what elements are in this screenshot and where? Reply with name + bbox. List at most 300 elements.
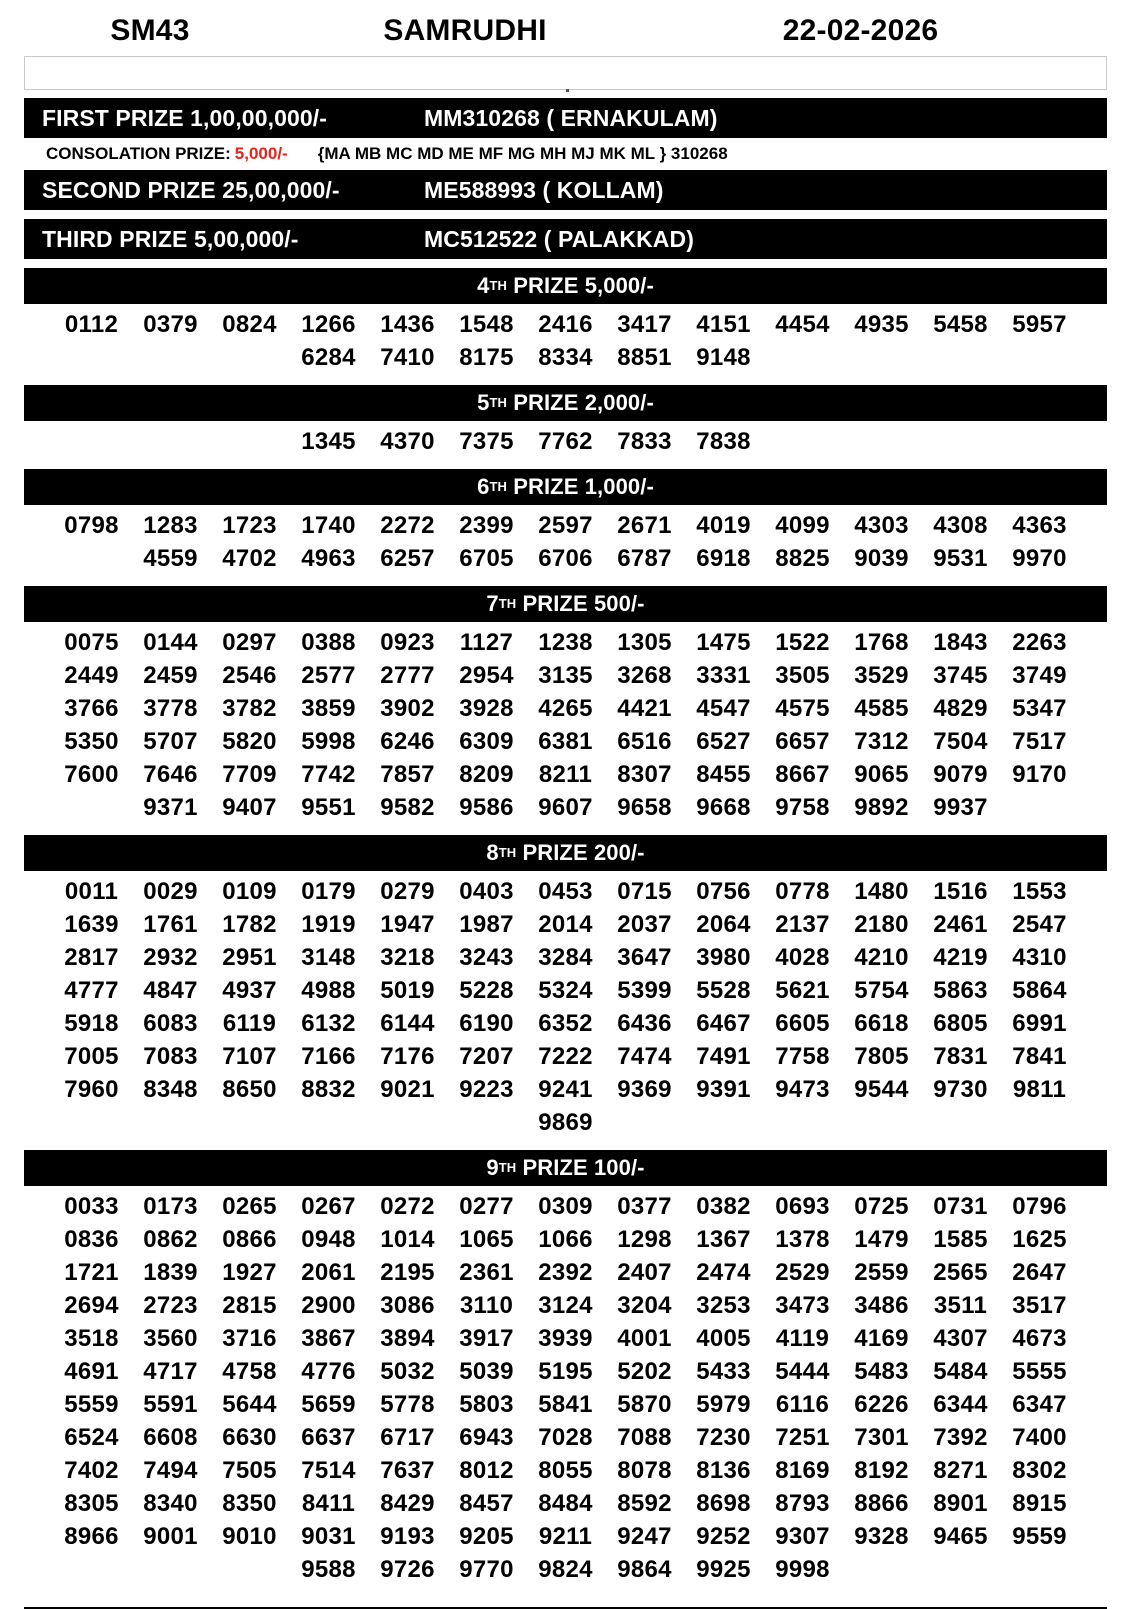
number-cell: 1625 — [1012, 1226, 1067, 1253]
number-cell: 4151 — [696, 311, 751, 338]
number-cell: 0388 — [301, 629, 356, 656]
number-cell: 4308 — [933, 512, 988, 539]
number-cell: 8348 — [143, 1076, 198, 1103]
number-cell: 4169 — [854, 1325, 909, 1352]
number-cell: 3135 — [538, 662, 593, 689]
number-cell: 7400 — [1012, 1424, 1067, 1451]
number-row — [24, 1007, 1107, 1040]
number-cell: 7805 — [854, 1043, 909, 1070]
number-cell: 6516 — [617, 728, 672, 755]
second-prize-bar — [24, 170, 1107, 210]
number-cell: 5484 — [933, 1358, 988, 1385]
lottery-code: SM43 — [110, 14, 190, 47]
number-cell: 7838 — [696, 428, 751, 455]
number-cell: 6083 — [143, 1010, 198, 1037]
number-row — [24, 1106, 1107, 1139]
number-cell: 2399 — [459, 512, 514, 539]
spacer — [0, 376, 1131, 385]
number-cell: 1947 — [380, 911, 435, 938]
number-cell: 1065 — [459, 1226, 514, 1253]
number-cell: 3086 — [380, 1292, 435, 1319]
number-cell: 3778 — [143, 695, 198, 722]
number-cell: 2416 — [538, 311, 593, 338]
number-cell: 5483 — [854, 1358, 909, 1385]
number-cell: 6119 — [222, 1010, 277, 1037]
number-cell: 1298 — [617, 1226, 672, 1253]
number-cell: 5870 — [617, 1391, 672, 1418]
number-cell: 4001 — [617, 1325, 672, 1352]
number-cell: 5528 — [696, 977, 751, 1004]
number-cell: 6943 — [459, 1424, 514, 1451]
number-cell: 1927 — [222, 1259, 277, 1286]
number-cell: 7758 — [775, 1043, 830, 1070]
prize-4-header: 4 TH PRIZE 5,000/- — [24, 268, 1107, 304]
number-cell: 2529 — [775, 1259, 830, 1286]
number-cell: 1768 — [854, 629, 909, 656]
number-cell: 3204 — [617, 1292, 672, 1319]
number-cell: 1014 — [380, 1226, 435, 1253]
number-cell: 5039 — [459, 1358, 514, 1385]
number-cell: 1480 — [854, 878, 909, 905]
number-cell: 9531 — [933, 545, 988, 572]
second-prize-label: SECOND PRIZE 25,00,000/- — [42, 176, 340, 203]
number-cell: 0824 — [222, 311, 277, 338]
number-cell: 7637 — [380, 1457, 435, 1484]
number-cell: 9211 — [538, 1523, 593, 1550]
number-cell: 3749 — [1012, 662, 1067, 689]
lottery-name: SAMRUDHI — [383, 14, 547, 47]
number-cell: 5202 — [617, 1358, 672, 1385]
number-cell: 0862 — [143, 1226, 198, 1253]
prize-4-title: PRIZE 5,000/- — [506, 273, 654, 298]
number-cell: 2954 — [459, 662, 514, 689]
number-cell: 4421 — [617, 695, 672, 722]
number-cell: 0179 — [301, 878, 356, 905]
number-cell: 0144 — [143, 629, 198, 656]
number-cell: 9658 — [617, 794, 672, 821]
number-row — [24, 1421, 1107, 1454]
number-cell: 3518 — [64, 1325, 119, 1352]
prize-6-numbers — [24, 505, 1107, 577]
spacer — [0, 577, 1131, 586]
number-cell: 0923 — [380, 629, 435, 656]
number-cell: 1553 — [1012, 878, 1067, 905]
number-cell: 4265 — [538, 695, 593, 722]
number-cell: 6190 — [459, 1010, 514, 1037]
number-cell: 6705 — [459, 545, 514, 572]
number-cell: 9010 — [222, 1523, 277, 1550]
number-row — [24, 1487, 1107, 1520]
number-cell: 0796 — [1012, 1193, 1067, 1220]
number-cell: 2647 — [1012, 1259, 1067, 1286]
number-cell: 2900 — [301, 1292, 356, 1319]
number-cell: 0798 — [64, 512, 119, 539]
number-cell: 8901 — [933, 1490, 988, 1517]
number-cell: 3980 — [696, 944, 751, 971]
number-cell: 0297 — [222, 629, 277, 656]
number-row — [24, 908, 1107, 941]
number-cell: 8334 — [538, 344, 593, 371]
number-cell: 5399 — [617, 977, 672, 1004]
number-cell: 7762 — [538, 428, 593, 455]
number-cell: 2932 — [143, 944, 198, 971]
number-row — [24, 1388, 1107, 1421]
number-cell: 7841 — [1012, 1043, 1067, 1070]
number-cell: 3766 — [64, 695, 119, 722]
number-cell: 4963 — [301, 545, 356, 572]
number-cell: 4847 — [143, 977, 198, 1004]
number-cell: 6527 — [696, 728, 751, 755]
number-cell: 9241 — [538, 1076, 593, 1103]
number-cell: 0866 — [222, 1226, 277, 1253]
prize-8-title: PRIZE 200/- — [516, 840, 645, 865]
number-cell: 5195 — [538, 1358, 593, 1385]
number-cell: 8175 — [459, 344, 514, 371]
number-cell: 4547 — [696, 695, 751, 722]
number-cell: 1782 — [222, 911, 277, 938]
spacer — [0, 826, 1131, 835]
number-cell: 2263 — [1012, 629, 1067, 656]
number-cell: 3647 — [617, 944, 672, 971]
number-cell: 8192 — [854, 1457, 909, 1484]
prize-8-ordinal: 8 — [486, 840, 499, 865]
number-cell: 1761 — [143, 911, 198, 938]
number-row — [24, 659, 1107, 692]
number-cell: 4935 — [854, 311, 909, 338]
number-cell: 9668 — [696, 794, 751, 821]
number-cell: 0029 — [143, 878, 198, 905]
number-cell: 2951 — [222, 944, 277, 971]
number-cell: 8012 — [459, 1457, 514, 1484]
number-cell: 1522 — [775, 629, 830, 656]
number-cell: 2815 — [222, 1292, 277, 1319]
number-cell: 5820 — [222, 728, 277, 755]
number-cell: 0731 — [933, 1193, 988, 1220]
prize-7-title: PRIZE 500/- — [516, 591, 645, 616]
number-cell: 6618 — [854, 1010, 909, 1037]
number-cell: 9869 — [538, 1109, 593, 1136]
number-cell: 0403 — [459, 878, 514, 905]
prize-5-header: 5 TH PRIZE 2,000/- — [24, 385, 1107, 421]
prize-6-header: 6 TH PRIZE 1,000/- — [24, 469, 1107, 505]
number-cell: 8350 — [222, 1490, 277, 1517]
blank-notice-box — [24, 56, 1107, 90]
number-cell: 6344 — [933, 1391, 988, 1418]
number-cell: 5754 — [854, 977, 909, 1004]
prize-sections — [0, 268, 1131, 1597]
number-cell: 1839 — [143, 1259, 198, 1286]
number-cell: 3902 — [380, 695, 435, 722]
number-cell: 4585 — [854, 695, 909, 722]
number-cell: 1723 — [222, 512, 277, 539]
number-cell: 7474 — [617, 1043, 672, 1070]
number-cell: 3529 — [854, 662, 909, 689]
number-cell: 5644 — [222, 1391, 277, 1418]
prize-8-numbers — [24, 871, 1107, 1141]
number-cell: 6347 — [1012, 1391, 1067, 1418]
number-cell: 6637 — [301, 1424, 356, 1451]
number-row — [24, 1520, 1107, 1553]
number-cell: 7505 — [222, 1457, 277, 1484]
number-cell: 0011 — [64, 878, 119, 905]
number-row — [24, 791, 1107, 824]
number-cell: 7176 — [380, 1043, 435, 1070]
number-cell: 7410 — [380, 344, 435, 371]
number-cell: 9811 — [1012, 1076, 1067, 1103]
number-cell: 6132 — [301, 1010, 356, 1037]
number-cell: 5555 — [1012, 1358, 1067, 1385]
spacer — [0, 1141, 1131, 1150]
prize-7-header: 7 TH PRIZE 500/- — [24, 586, 1107, 622]
number-row — [24, 692, 1107, 725]
prize-7-ordinal: 7 — [486, 591, 499, 616]
number-cell: 6608 — [143, 1424, 198, 1451]
number-cell: 9607 — [538, 794, 593, 821]
number-cell: 8457 — [459, 1490, 514, 1517]
number-cell: 1516 — [933, 878, 988, 905]
number-cell: 9369 — [617, 1076, 672, 1103]
prize-5-title: PRIZE 2,000/- — [506, 390, 654, 415]
number-cell: 7600 — [64, 761, 119, 788]
consolation-label: CONSOLATION PRIZE: — [46, 144, 231, 163]
number-cell: 9170 — [1012, 761, 1067, 788]
number-cell: 6116 — [775, 1391, 830, 1418]
number-cell: 9544 — [854, 1076, 909, 1103]
prize-9-numbers — [24, 1186, 1107, 1588]
number-cell: 6717 — [380, 1424, 435, 1451]
number-cell: 7222 — [538, 1043, 593, 1070]
number-row — [24, 542, 1107, 575]
number-cell: 2546 — [222, 662, 277, 689]
number-cell: 4370 — [380, 428, 435, 455]
number-cell: 9465 — [933, 1523, 988, 1550]
number-cell: 2565 — [933, 1259, 988, 1286]
spacer — [0, 259, 1131, 268]
number-cell: 5998 — [301, 728, 356, 755]
number-cell: 1378 — [775, 1226, 830, 1253]
number-cell: 6436 — [617, 1010, 672, 1037]
number-cell: 0725 — [854, 1193, 909, 1220]
number-cell: 8271 — [933, 1457, 988, 1484]
number-row — [24, 626, 1107, 659]
number-cell: 7517 — [1012, 728, 1067, 755]
number-cell: 8650 — [222, 1076, 277, 1103]
number-cell: 4776 — [301, 1358, 356, 1385]
number-cell: 5841 — [538, 1391, 593, 1418]
number-cell: 9582 — [380, 794, 435, 821]
number-cell: 9407 — [222, 794, 277, 821]
number-cell: 9925 — [696, 1556, 751, 1583]
number-cell: 4575 — [775, 695, 830, 722]
number-cell: 9391 — [696, 1076, 751, 1103]
number-cell: 9559 — [1012, 1523, 1067, 1550]
number-cell: 3782 — [222, 695, 277, 722]
number-cell: 7392 — [933, 1424, 988, 1451]
number-cell: 3716 — [222, 1325, 277, 1352]
number-cell: 0309 — [538, 1193, 593, 1220]
number-cell: 6991 — [1012, 1010, 1067, 1037]
number-cell: 2559 — [854, 1259, 909, 1286]
number-row — [24, 875, 1107, 908]
number-cell: 9371 — [143, 794, 198, 821]
number-cell: 3505 — [775, 662, 830, 689]
number-cell: 7646 — [143, 761, 198, 788]
number-cell: 2777 — [380, 662, 435, 689]
number-cell: 2014 — [538, 911, 593, 938]
number-cell: 3124 — [538, 1292, 593, 1319]
number-cell: 9307 — [775, 1523, 830, 1550]
number-row — [24, 1322, 1107, 1355]
number-row — [24, 1454, 1107, 1487]
number-cell: 6524 — [64, 1424, 119, 1451]
number-cell: 9586 — [459, 794, 514, 821]
number-cell: 8793 — [775, 1490, 830, 1517]
number-cell: 5918 — [64, 1010, 119, 1037]
third-prize-bar — [24, 219, 1107, 259]
number-cell: 0453 — [538, 878, 593, 905]
number-cell: 7514 — [301, 1457, 356, 1484]
number-cell: 0277 — [459, 1193, 514, 1220]
draw-date: 22-02-2026 — [782, 14, 939, 47]
number-cell: 9588 — [301, 1556, 356, 1583]
number-cell: 6246 — [380, 728, 435, 755]
number-cell: 3928 — [459, 695, 514, 722]
prize-4-ordinal: 4 — [477, 273, 490, 298]
prize-6-ordinal: 6 — [477, 474, 490, 499]
number-cell: 3917 — [459, 1325, 514, 1352]
number-cell: 1740 — [301, 512, 356, 539]
number-cell: 2407 — [617, 1259, 672, 1286]
number-cell: 4307 — [933, 1325, 988, 1352]
number-cell: 7402 — [64, 1457, 119, 1484]
number-cell: 8209 — [459, 761, 514, 788]
number-cell: 1066 — [538, 1226, 593, 1253]
number-cell: 9998 — [775, 1556, 830, 1583]
number-cell: 3517 — [1012, 1292, 1067, 1319]
number-row — [24, 1256, 1107, 1289]
number-cell: 2597 — [538, 512, 593, 539]
third-prize-label: THIRD PRIZE 5,00,000/- — [42, 225, 299, 252]
number-cell: 2180 — [854, 911, 909, 938]
number-cell: 7207 — [459, 1043, 514, 1070]
number-cell: 3110 — [459, 1292, 514, 1319]
number-cell: 4363 — [1012, 512, 1067, 539]
number-cell: 3894 — [380, 1325, 435, 1352]
number-cell: 2272 — [380, 512, 435, 539]
number-cell: 4303 — [854, 512, 909, 539]
number-cell: 9551 — [301, 794, 356, 821]
number-cell: 9473 — [775, 1076, 830, 1103]
number-cell: 9079 — [933, 761, 988, 788]
number-cell: 3218 — [380, 944, 435, 971]
number-cell: 3331 — [696, 662, 751, 689]
second-prize-ticket: ME588993 ( KOLLAM) — [424, 176, 664, 203]
number-cell: 0382 — [696, 1193, 751, 1220]
number-cell: 5347 — [1012, 695, 1067, 722]
number-cell: 0112 — [64, 311, 119, 338]
number-cell: 0109 — [222, 878, 277, 905]
number-cell: 2061 — [301, 1259, 356, 1286]
number-cell: 1639 — [64, 911, 119, 938]
number-cell: 4937 — [222, 977, 277, 1004]
number-cell: 2694 — [64, 1292, 119, 1319]
number-cell: 1436 — [380, 311, 435, 338]
number-cell: 6352 — [538, 1010, 593, 1037]
number-cell: 0265 — [222, 1193, 277, 1220]
number-row — [24, 1040, 1107, 1073]
number-cell: 3253 — [696, 1292, 751, 1319]
number-cell: 6309 — [459, 728, 514, 755]
number-cell: 5863 — [933, 977, 988, 1004]
number-cell: 1475 — [696, 629, 751, 656]
number-cell: 5324 — [538, 977, 593, 1004]
number-cell: 7504 — [933, 728, 988, 755]
consolation-amount: 5,000/- — [234, 144, 288, 163]
number-cell: 9892 — [854, 794, 909, 821]
number-cell: 5559 — [64, 1391, 119, 1418]
number-row — [24, 941, 1107, 974]
number-cell: 7742 — [301, 761, 356, 788]
number-cell: 4717 — [143, 1358, 198, 1385]
number-cell: 2474 — [696, 1259, 751, 1286]
prize-9-header: 9 TH PRIZE 100/- — [24, 1150, 1107, 1186]
number-cell: 8429 — [380, 1490, 435, 1517]
number-cell: 6284 — [301, 344, 356, 371]
number-cell: 1585 — [933, 1226, 988, 1253]
number-cell: 2577 — [301, 662, 356, 689]
number-cell: 9223 — [459, 1076, 514, 1103]
number-cell: 9247 — [617, 1523, 672, 1550]
number-cell: 2671 — [617, 512, 672, 539]
spacer — [0, 1588, 1131, 1597]
number-cell: 6381 — [538, 728, 593, 755]
number-cell: 7960 — [64, 1076, 119, 1103]
number-cell: 7028 — [538, 1424, 593, 1451]
number-cell: 6657 — [775, 728, 830, 755]
number-cell: 9730 — [933, 1076, 988, 1103]
number-cell: 1266 — [301, 311, 356, 338]
number-cell: 0279 — [380, 878, 435, 905]
number-row — [24, 725, 1107, 758]
number-cell: 8302 — [1012, 1457, 1067, 1484]
number-cell: 6605 — [775, 1010, 830, 1037]
consolation-prize-row — [24, 138, 1107, 170]
number-cell: 3859 — [301, 695, 356, 722]
number-cell: 5659 — [301, 1391, 356, 1418]
number-cell: 8211 — [538, 761, 593, 788]
number-cell: 7491 — [696, 1043, 751, 1070]
number-cell: 0693 — [775, 1193, 830, 1220]
number-row — [24, 308, 1107, 341]
number-cell: 7088 — [617, 1424, 672, 1451]
number-cell: 8455 — [696, 761, 751, 788]
number-cell: 9021 — [380, 1076, 435, 1103]
number-cell: 6787 — [617, 545, 672, 572]
number-cell: 9864 — [617, 1556, 672, 1583]
number-cell: 3148 — [301, 944, 356, 971]
number-cell: 9726 — [380, 1556, 435, 1583]
number-row — [24, 1223, 1107, 1256]
prize-9-ordinal: 9 — [486, 1155, 499, 1180]
number-cell: 0267 — [301, 1193, 356, 1220]
number-cell: 1283 — [143, 512, 198, 539]
number-cell: 5228 — [459, 977, 514, 1004]
number-cell: 7230 — [696, 1424, 751, 1451]
number-cell: 4005 — [696, 1325, 751, 1352]
number-cell: 9937 — [933, 794, 988, 821]
number-cell: 8851 — [617, 344, 672, 371]
number-cell: 4310 — [1012, 944, 1067, 971]
